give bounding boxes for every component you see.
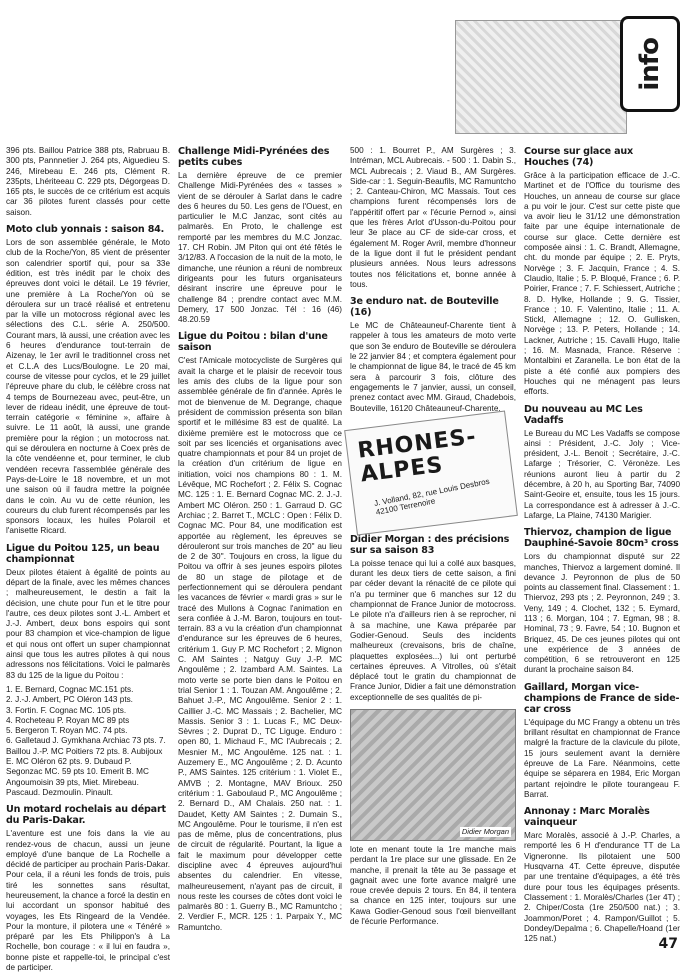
info-logo-text: info: [635, 37, 665, 91]
paragraph-thiervoz: Lors du championnat disputé sur 22 manches, Thiervoz a largement dominé. Il devance J. Peyronnon de plus de 50 points au classement final. Classement : 1. Thiervoz, 293 pts ; 2. Peyronnon, 249 ; 3. Veny, 149 ; 4. Clochet, 132 ; 5. Eymard, 113 ; 6. Morgan, 104 ; 7. Egman, 98 ; 8. Hominal, 73 ; 9. Favre, 54 ; 10. Bugnon et Briquez, 45. De ces jeunes pilotes qui ont une expérience de 3 années de compétition, 6 se retrouveront en 125 durant la prochaine saison 84.: [524, 552, 680, 675]
paragraph-challenge-midi-pyrenees: La dernière épreuve de ce premier Challenge Midi-Pyrénées des « tasses » vient de se dérouler à Sarlat dans le cadre des 6 heures du 50. Les gens de l'Ouest, en particulier le M.C Janzac, sont cités au palmarès. En Proto, le challenge est remporté par les membres du M.C Jonzac. 17. CH Robin. JM Piton qui ont été fêtés le 3/12/83. A l'occasion de la nuit de la moto, le dimanche, une réunion a réuni de nombreux dirigeants pour les futurs organisateurs désirant inscrire une épreuve pour le challenge 84 ; prendre contact avec M.M. Demery, 17 500 Jonzac. Tél : 16 (46) 48.20.59: [178, 171, 342, 325]
paragraph-annonay: Marc Moralès, associé à J.-P. Charles, a remporté les 6 H d'endurance TT de La Vigneronne. Ils pilotaient une 500 Husqvarna 4T. Cette épreuve, disputée par une trentaine d'équipages, a été très dure pour tous les équipages présents. Classement : 1. Moralès/Charles (1er 4T) ; 2. Chiper/Costa (1re 250/500 nat.) ; 3. Joammon/Poret ; 4. Rampon/Guillot ; 5. Dondey/Depalma ; 6. Chapelle/Hoand (1er 125 nat.): [524, 831, 680, 944]
header-photo: [455, 20, 627, 134]
heading-course-glace-houches: Course sur glace aux Houches (74): [524, 146, 634, 168]
photo-caption: Didier Morgan: [461, 826, 509, 836]
paragraph-paris-dakar: L'aventure est une fois dans la vie au rendez-vous de chacun, aussi un jeune employé d'une banque de La Rochelle a décidé de participer au prochain Paris-Dakar. Pour cela, il a réuni les fonds de trois, puis tiré les sonnettes sans résultat, heureusement, la chance a forcé la destin en lui accordant un sponsor habitué des voyages, les Ets Ringeard de la Vendée. Pour la monture, il pilotera une « Ténéré » préparé par les Ets Philippon's à La Rochelle, bon courage : « il lui en faudra », bonne piste et rappelle-toi, le principal c'est de participer.: [6, 829, 170, 973]
paragraph-moto-club-yonnais: Lors de son assemblée générale, le Moto club de la Roche/Yon, 85 vient de présenter son calendrier sportif qui, pour sa 33e édition, est très inédit par le choix des épreuves dont voici le détail. Le 19 février, une première à La Roche/Yon où se déroulera sur un tracé réalisé et entretenu par la ville un motocross régional avec les sélections des C.L. série A. 250/500. Courant mars, là aussi, une création avec les 6 heures d'endurance tout-terrain de Aizenay, le 1er avril le traditionnel cross net et C.L.A des Lucs/Boulogne. Le 20 mai, course de vitesse pour cyclos, et le 29 juillet l'épreuve phare du club, le célèbre cross nat 4 temps de Bournezeau avec, peut-être, un lever de rideau inédit, une épreuve de tout-terrain catégorie « féminine », affaire à suivre. Le 11 août, là aussi, une grande première pour la région ; un motocross nat. qui se déroulera en nocturne à Coex près de la côte vendéenne et, pour terminer, le club vendéen recevra l'assemblée générale des Pays-de-Loire le 18 novembre, et un mot une saison où il faudra mettre la poignée dans le coin. Au vu de cette réunion, les coureurs du club furent récompensés par les sponsors locaux, les huiles Polaroil et l'anisette Ricard.: [6, 238, 170, 536]
heading-thiervoz: Thiervoz, champion de ligue Dauphiné-Savoie 80cm³ cross: [524, 527, 679, 550]
paragraph-didier-morgan-continued: lote en menant toute la 1re manche mais perdant la 1re place sur une glissade. En 2e manche, il prenait la tête au 3e passage et gagnait avec une forte avance malgré une roue crevée depuis 2 tours. En 84, il tentera sa chance en 125 inter, toujours sur une Kawa Godier-Genoud sous l'œil bienveillant de l'écurie Performance.: [350, 844, 516, 927]
heading-didier-morgan: Didier Morgan : des précisions sur sa saison 83: [350, 533, 510, 556]
list-item: 5. Bergeron T. Royan MC. 74 pts.: [6, 726, 128, 736]
paragraph-gaillard-morgan: L'équipage du MC Frangy a obtenu un très brillant résultat en championnat de France malgré la fracture de la clavicule du pilote, 15 jours seulement avant la dernière épreuve de La Fare. Néanmoins, cette équipe se séparera en 1984, Eric Morgan partant rejoindre le pilote tourangeau F. Barrat.: [524, 717, 680, 799]
paragraph-results-continued: 500 : 1. Bourret P., AM Surgères ; 3. Intréman, MCL Aubrecais. - 500 : 1. Dabin S., MCL Aubrecais ; 2. Viaud B., AM Surgères. Side-car : 1. Seguin-Beaufils, MC Ramuntcho ; 2. Canteau-Chiron, MC Massais. Tout ces champions furent récompensés lors de l'appéritif offert par « l'écurie Pernod », ainsi que les frères Arlot d'Usson-du-Poitou pour leur 3e place au CF de side-car cross, et également M. Roger Avril, membre d'honneur de la ligue dont il fut le président pendant plusieurs années. Nous leurs adressons toutes nos félicitations et, bonne année à tous.: [350, 146, 516, 289]
heading-ligue-poitou-125: Ligue du Poitou 125, un beau championnat: [6, 542, 160, 565]
paragraph-didier-morgan: La poisse tenace qui lui a collé aux basques, durant les deux tiers de cette saison, a fini par céder devant la rénacité de ce pilote qui n'a pu terminer que 6 manches sur 12 du championnat de France Junior de motocross. Le pilote n'a d'ailleurs rien à se reprocher, ni à sa machine, une Kawa préparée par Godier-Genoud. Seuls des incidents malheureux (crevaisons, bris de chaîne, plaquettes explosées...) lui ont perturbé certaines épreuves. A Vitrolles, où s'était déplacé tout le gratin du championnat de France Junior, Didier a fait une démonstration exceptionnelle de ses qualités de pi-: [350, 558, 516, 702]
heading-annonay: Annonay : Marc Moralès vainqueur: [524, 806, 650, 829]
page-header: [0, 0, 684, 142]
intro-paragraph: 396 pts. Baillou Patrice 388 pts, Rabruau B. 300 pts, Pannnetier J. 264 pts, Aiguedieu S. 246, Mirebeau E. 246 pts, Clément R. 235pts, Lhériteeau C. 229 pts, Dégorgeas D. 165 pts, le succès de ce critérium est acquis car 36 pilotes furent classés pour cette saison.: [6, 146, 170, 217]
page-number: 47: [658, 936, 678, 952]
column-3: [350, 146, 516, 931]
list-item: 6. Galletaud J. Gymkhana Archiac 73 pts. 7. Baillou J.-P. MC Poitiers 72 pts. 8. Aubijoux E. MC Oléron 62 pts. 9. Dubaud P. Segonzac MC. 59 pts 10. Emerit B. MC Angoumoisin 39 pts, Miet. Mirebeau. Pascaud. Dezmoulin. Pinault.: [6, 736, 166, 797]
column-2: [178, 146, 342, 937]
sticker-address: J. Volland, 82, rue Louis Desbros 42100 Terrenoire: [373, 476, 491, 517]
paragraph-ligue-poitou-125: Deux pilotes étaient à égalité de points au départ de la finale, avec les mêmes chances ; malheureusement, le destin a fait la décision, une chute pour l'un et le titre pour l'autre, ces deux pilotes sont J.-L. Ambert et J.-J. Ambert, deux bons espoirs qui sont pour 83 champion et vice-champion de ligue et qui nous ont offert un super championnat ainsi que tous les autres pilotes à qui nous adressons nos félicitations. Voici le palmarès 83 du 125 de la ligue du Poitou :: [6, 567, 170, 680]
heading-challenge-midi-pyrenees: Challenge Midi-Pyrénées des petits cubes: [178, 146, 330, 168]
heading-enduro-bouteville: 3e enduro nat. de Bouteville (16): [350, 296, 499, 319]
ranking-list: [6, 685, 170, 798]
list-item: 4. Rocheteau P. Royan MC 89 pts: [6, 715, 130, 725]
list-item: 2. J.-J. Ambert, PC Oléron 143 pts.: [6, 695, 133, 705]
heading-moto-club-yonnais: Moto club yonnais : saison 84.: [6, 224, 165, 236]
rhones-alpes-sticker: [344, 410, 518, 535]
column-1: [6, 146, 170, 977]
heading-gaillard-morgan: Gaillard, Morgan vice-champions de France de side-car cross: [524, 681, 680, 715]
heading-bilan-saison: Ligue du Poitou : bilan d'une saison: [178, 331, 328, 354]
didier-morgan-photo: [350, 709, 516, 841]
paragraph-course-glace-houches: Grâce à la participation efficace de J.-C. Martinet et de l'Office du tourisme des Houches, un anneau de course sur glace a pu voir le jour. C'est sur cette piste que va avoir lieu le 31/12 une démonstration faite par une équipe internationale de course sur glace. Cette dernière est composée ainsi : 1. C. Brandt, Allemagne, cht. du monde par équipe ; 2. E. Pryts, Norvège ; 3. F. Jacquin, France ; 4. S. Claudio, Italie ; 5. P. Bloqué, France ; 6. P. Poirier, France ; 7. F. Schiessert, Autriche ; 8. D. Hylke, Hollande ; 9. G. Tissier, France ; 10. F. Valentino, Italie ; 11. A. Stickl, Allemagne ; 12. O. Gullisken, Norvège ; 13. P. Peters, Hollande ; 14. Lackner, Autriche ; 15. Cavalli Hugo, Italie ; 16. M. Masnada, France. Réserve : Montalbini et Zaranella. Le bon état de la piste a été confié aux pompiers des Houches qui ne ménagent pas leurs efforts.: [524, 171, 680, 397]
info-logo: [620, 16, 680, 112]
list-item: 1. E. Bernard, Cognac MC.151 pts.: [6, 684, 134, 694]
paragraph-mc-vadaffs: Le Bureau du MC Les Vadaffs se compose ainsi : Président, J.-C. Joly ; Vice-président, J.-L. Benoit ; Secrétaire, J.-C. Lafarge ; Trésorier, C. Véronèze. Les réunions auront lieu à partir du 2 décembre, à 20 h, au Sporting Bar, 74090 Saint-Geoire et, ensuite, tous les 15 jours. La correspondance est à adresser à J.-C. Lafarge, La Plaine, 74130 Marigier.: [524, 428, 680, 520]
column-4: [524, 146, 680, 948]
paragraph-enduro-bouteville: Le MC de Châteauneuf-Charente tient à rappeler à tous les amateurs de moto verte que son 3e enduro de Bouteville se déroulera le 22 janvier 84 ; et comptera également pour le championnat de ligue 84, le tracé de 45 km sera à parcourir 3 fois, clôture des engagements le 7 janvier, aussi, un conseil, prenez contact avec MM. Giraud, Chadebois, Bouteville, 16120 Châteauneuf-Charente.: [350, 321, 516, 413]
heading-paris-dakar: Un motard rochelais au départ du Paris-Dakar.: [6, 804, 166, 827]
list-item: 3. Fortin. F. Cognac MC. 105 pts.: [6, 705, 127, 715]
heading-mc-vadaffs: Du nouveau au MC Les Vadaffs: [524, 403, 643, 426]
paragraph-bilan-saison: C'est l'Amicale motocycliste de Surgères qui avait la charge et le plaisir de recevoir tous les amis des clubs de la ligue pour son assemblée générale de fin d'année. Après le mot de bienvenue de M. Degrange, chaque président de commission présenta son bilan sportif et le millésime 83 est de qualité. La dixième première est le motocross que ce soit par ses licenciés et organisations avec quatre championnats et pour 84 un projet de la création d'un critérium de ligue en initiation, voici nos champions 80 : 1. M. Lévêque, MC Rochefort ; 2. Félix S. Cognac MC. 125 : 1. E. Bernard Cognac MC. 2. J.-J. Ambert MC Oléron. 250 : 1. Garraud D. GC Archiac ; 2. Barret T., MCLC : Open : Félix D. Cognac MC. Pour 84, une modification est apportée au règlement, les épreuves se dérouleront sur trois manches de 20'' au lieu de 2 de 30''. Toujours en cross, la ligue du Poitou va offrir à ses jeunes espoirs pilotes de 80 un stage de pilotage et de perfectionnement qui se déroulera pendant les vacances de février « mardi gras » sur le tracé des Mullons à Cognac l'animation en sera confiée à J.-M. Baron, toujours en tout-terrain. 83 a vu la création d'un championnat d'endurance sur les épreuves de 6 heures, critérium 1. Guy P. MC Rochefort ; 2. Mignon C. AM Saintes ; Natguy Guy J.-P. MC Angoulême ; 2. Izambard A.M. Saintes. La moto verte se porte bien dans le Poitou en trial Senior 1 : 1. Touzan AM. Angoulême ; 2. Bahuet J.-P., MC Angoulême. Senior 2 : 1. Caillier J.-C. MC Massais ; 2. Bachelier, MC Massis. Senior 3 : 1. Lucas F., MC Deux-Sèvres ; 2. Duprat D., TC Liguge. Enduro : open 80, 1. Michaud F., MC l'Aubrecais ; 2. Mesnier M., MC Angoulême. 125 nat. : 1. Auzemery E., MC Angoulême ; 2. D. Acunto P., AMS Saintes. 125 critérium : 1. Violet E., AMVB ; 2. Montagne, MAV Brioux. 250 critérium : 1. Gaboulaud P., MC Angoulême ; 2. Bernard D., AM Chalais. 250 nat. : 1. Daudet, Ketty AM Saintes ; 2. Dumain S., MC Angoulême. Pour le tourisme, il n'en est pas de même, plus de concentrations, plus de circuit de régularité. Pourtant, la ligue a fait le maximum pour développer cette discipline avec 4 épreuves aujourd'hui absentes du calendrier. En vitesse, malheureusement, n'ayant pas de circuit, il nous reste les courses de côtes dont voici le palmarès 80 : 1. Guerry B., MC Ramuntcho ; 2. Verdier F., MCR. 125 : 1. Parpaix Y., MC Ramuntcho.: [178, 356, 342, 932]
sticker-title: RHONES-ALPES: [356, 424, 478, 488]
